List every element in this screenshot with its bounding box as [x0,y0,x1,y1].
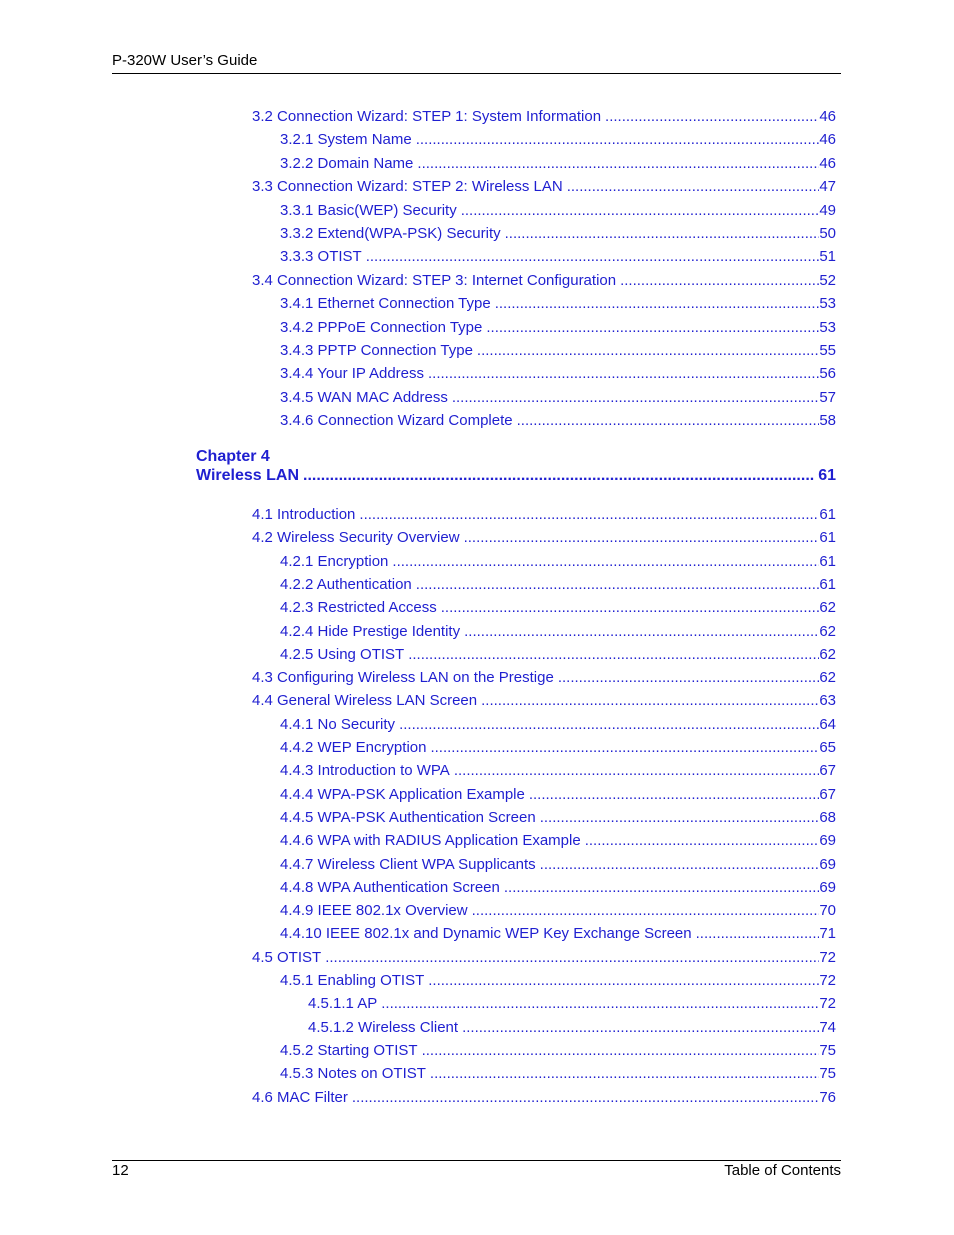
toc-entry-page-number: 76 [819,1088,836,1106]
toc-entry[interactable] [252,505,836,525]
toc-entry-label: 4.5.1.2 Wireless Client [308,1018,459,1036]
chapter-page-number: 61 [818,467,836,484]
dot-leader [417,154,819,174]
dot-leader [505,224,820,244]
toc-entry[interactable] [280,878,836,898]
dot-leader [366,247,820,267]
toc-entry-label: 3.3 Connection Wizard: STEP 2: Wireless LAN [252,178,563,196]
toc-entry-page-number: 55 [819,342,836,359]
toc-entry-page-number: 72 [819,972,836,989]
toc-entry-page-number: 46 [819,154,836,172]
toc-entry-page-number: 69 [819,832,836,850]
toc-entry[interactable] [280,388,836,408]
toc-entry[interactable] [280,364,836,384]
toc-entry-label: 3.4.4 Your IP Address [280,365,425,383]
dot-leader [462,1018,819,1038]
dot-leader [430,738,819,758]
toc-entry-label: 4.2 Wireless Security Overview [252,529,460,547]
toc-entry-page-number: 46 [819,131,836,149]
dot-leader [441,598,820,618]
toc-entry[interactable] [280,411,836,431]
toc-entry-page-number: 67 [819,762,836,780]
toc-entry-page-number: 62 [819,622,836,640]
toc-entry-page-number: 61 [819,575,836,593]
toc-entry-label: 3.3.1 Basic(WEP) Security [280,201,457,219]
toc-entry-label: 4.3 Configuring Wireless LAN on the Prestige [252,669,554,687]
dot-leader [422,1041,820,1061]
toc-entry[interactable] [280,130,836,150]
chapter-title-link[interactable] [196,467,836,489]
dot-leader [303,467,814,485]
toc-entry[interactable] [252,1088,836,1108]
toc-entry-label: 4.4.2 WEP Encryption [280,739,427,756]
toc-entry[interactable] [252,177,836,197]
toc-entry-page-number: 67 [819,785,836,803]
toc-entry-page-number: 72 [819,948,836,966]
toc-entry-label: 3.4.3 PPTP Connection Type [280,342,473,359]
toc-entry[interactable] [280,761,836,781]
toc-entry-page-number: 70 [819,902,836,920]
toc-entry-label: 3.4.6 Connection Wizard Complete [280,412,513,430]
dot-leader [517,411,820,431]
dot-leader [585,831,820,851]
page-header-title: P-320W User’s Guide [112,52,258,69]
toc-entry-page-number: 57 [819,388,836,406]
header-rule [112,73,841,74]
toc-entry-page-number: 62 [819,599,836,617]
toc-entry-label: 3.3.2 Extend(WPA-PSK) Security [280,225,501,242]
toc-entry[interactable] [252,271,836,291]
dot-leader [428,364,819,384]
dot-leader [464,528,820,548]
toc-entry[interactable] [280,738,836,758]
toc-entry-page-number: 51 [819,248,836,266]
toc-entry[interactable] [280,247,836,267]
toc-entry-label: 4.5.1.1 AP [308,995,378,1013]
toc-entry-page-number: 53 [819,318,836,336]
dot-leader [481,691,819,711]
toc-entry-page-number: 71 [819,925,836,943]
dot-leader [461,201,820,221]
toc-entry[interactable] [308,1018,836,1038]
toc-entry[interactable] [280,622,836,642]
toc-entry[interactable] [280,855,836,875]
dot-leader [464,622,819,642]
dot-leader [605,107,819,127]
toc-entry-page-number: 49 [819,201,836,219]
dot-leader [504,878,819,898]
toc-entry-label: 4.5.2 Starting OTIST [280,1041,418,1059]
toc-entry-page-number: 46 [819,108,836,125]
footer-rule [112,1160,841,1161]
toc-entry[interactable] [280,924,836,944]
toc-entry-label: 4.4.9 IEEE 802.1x Overview [280,902,468,920]
toc-entry-page-number: 50 [819,225,836,242]
footer-section-name: Table of Contents [724,1162,841,1179]
toc-entry-label: 3.4.5 WAN MAC Address [280,388,448,406]
toc-entry-label: 4.4.10 IEEE 802.1x and Dynamic WEP Key Exchange Screen [280,925,692,943]
toc-entry-page-number: 69 [819,855,836,873]
toc-entry-label: 4.4.5 WPA-PSK Authentication Screen [280,808,536,826]
toc-entry-page-number: 58 [819,412,836,430]
toc-entry-page-number: 62 [819,645,836,663]
toc-entry-page-number: 62 [819,669,836,687]
dot-leader [529,785,819,805]
toc-entry[interactable] [280,154,836,174]
toc-entry-label: 4.4.6 WPA with RADIUS Application Example [280,832,581,850]
dot-leader [416,130,820,150]
toc-entry-label: 4.2.1 Encryption [280,552,389,570]
toc-entry-page-number: 74 [819,1018,836,1036]
toc-entry[interactable] [280,552,836,572]
toc-entry-label: 3.4 Connection Wizard: STEP 3: Internet Configuration [252,271,617,289]
dot-leader [558,668,819,688]
dot-leader [477,341,819,361]
toc-entry-label: 4.4.8 WPA Authentication Screen [280,878,500,896]
toc-entry-label: 4.2.2 Authentication [280,575,412,593]
toc-entry-page-number: 75 [819,1041,836,1059]
toc-entry-label: 4.2.3 Restricted Access [280,599,437,617]
toc-entry-label: 4.4.7 Wireless Client WPA Supplicants [280,855,536,873]
toc-entry-label: 4.2.5 Using OTIST [280,645,405,663]
toc-entry-label: 3.2.1 System Name [280,131,412,149]
dot-leader [408,645,819,665]
dot-leader [416,575,820,595]
toc-entry-label: 3.4.1 Ethernet Connection Type [280,295,491,313]
chapter-number: Chapter 4 [196,448,270,465]
dot-leader [454,761,820,781]
toc-entry[interactable] [280,1064,836,1084]
dot-leader [620,271,819,291]
toc-entry-page-number: 69 [819,878,836,896]
toc-entry-label: 4.1 Introduction [252,506,356,523]
toc-entry[interactable] [252,668,836,688]
toc-entry-page-number: 56 [819,365,836,383]
toc-entry-label: 3.2.2 Domain Name [280,154,414,172]
toc-entry-page-number: 47 [819,178,836,196]
toc-entry-label: 4.4.4 WPA-PSK Application Example [280,785,525,803]
toc-entry[interactable] [280,294,836,314]
toc-entry-label: 3.3.3 OTIST [280,248,362,266]
toc-entry-label: 4.4.3 Introduction to WPA [280,762,450,780]
toc-entry-label: 4.4.1 No Security [280,715,396,733]
toc-entry-page-number: 63 [819,692,836,710]
toc-entry-label: 4.2.4 Hide Prestige Identity [280,622,461,640]
toc-entry[interactable] [280,715,836,735]
dot-leader [352,1088,819,1108]
toc-entry-label: 4.6 MAC Filter [252,1088,348,1106]
toc-entry[interactable] [280,831,836,851]
toc-entry[interactable] [280,341,836,361]
toc-entry[interactable] [280,645,836,665]
toc-entry-label: 4.5 OTIST [252,948,322,966]
toc-entry[interactable] [252,528,836,548]
dot-leader [696,924,820,944]
toc-entry-page-number: 53 [819,295,836,313]
toc-entry[interactable] [280,318,836,338]
dot-leader [486,318,819,338]
dot-leader [392,552,819,572]
toc-entry-label: 4.5.1 Enabling OTIST [280,972,425,989]
toc-entry[interactable] [280,201,836,221]
toc-entry-page-number: 64 [819,715,836,733]
toc-entry[interactable] [252,107,836,127]
toc-entry-label: 4.5.3 Notes on OTIST [280,1065,426,1083]
toc-entry-page-number: 68 [819,808,836,826]
dot-leader [567,177,820,197]
dot-leader [399,715,819,735]
toc-entry-page-number: 75 [819,1065,836,1083]
toc-entry-label: 4.4 General Wireless LAN Screen [252,692,478,710]
toc-entry[interactable] [252,948,836,968]
dot-leader [325,948,819,968]
toc-entry[interactable] [280,1041,836,1061]
toc-entry-page-number: 72 [819,995,836,1013]
toc-entry-page-number: 61 [819,506,836,523]
toc-entry[interactable] [280,901,836,921]
toc-entry[interactable] [280,224,836,244]
dot-leader [540,808,820,828]
footer-page-number: 12 [112,1162,129,1179]
dot-leader [452,388,819,408]
dot-leader [472,901,820,921]
toc-entry-page-number: 52 [819,271,836,289]
dot-leader [430,1064,819,1084]
dot-leader [381,994,819,1014]
toc-entry[interactable] [280,785,836,805]
dot-leader [540,855,820,875]
dot-leader [428,971,819,991]
toc-entry-page-number: 61 [819,552,836,570]
toc-entry[interactable] [280,971,836,991]
toc-entry[interactable] [280,598,836,618]
toc-entry[interactable] [280,575,836,595]
dot-leader [495,294,820,314]
toc-entry[interactable] [280,808,836,828]
chapter-title: Wireless LAN [196,467,299,484]
toc-entry[interactable] [252,691,836,711]
dot-leader [359,505,819,525]
toc-entry-label: 3.4.2 PPPoE Connection Type [280,318,483,336]
toc-entry-label: 3.2 Connection Wizard: STEP 1: System Information [252,108,602,125]
toc-entry-page-number: 65 [819,739,836,756]
toc-entry[interactable] [308,994,836,1014]
toc-entry-page-number: 61 [819,529,836,547]
